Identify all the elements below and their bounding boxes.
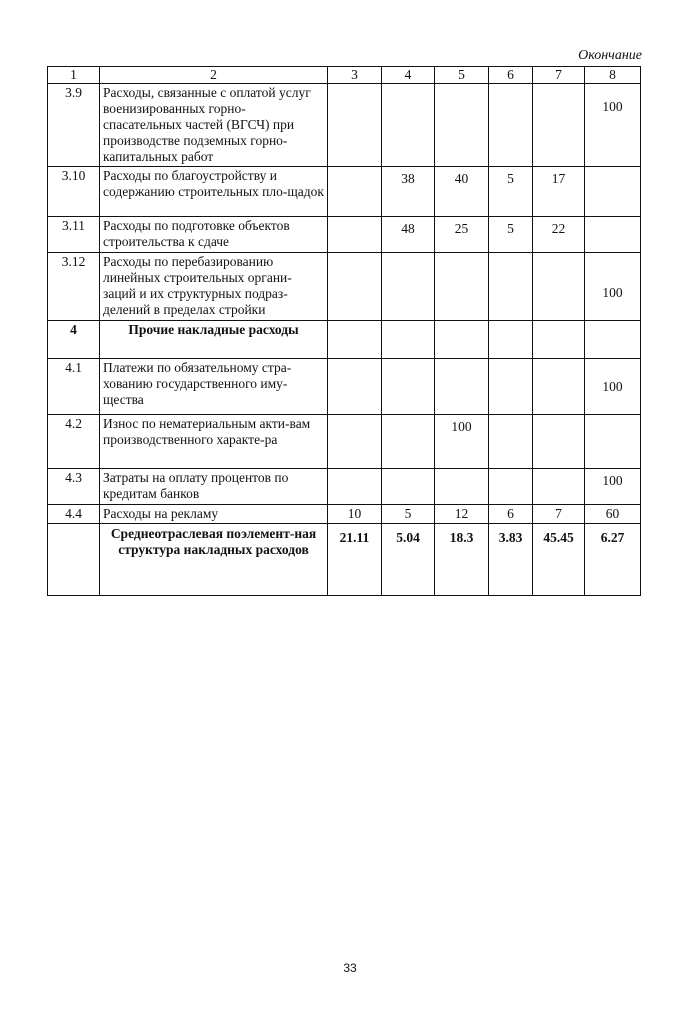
section-number: 4 xyxy=(48,321,100,359)
cell-col3 xyxy=(328,359,382,415)
cell-col4 xyxy=(382,415,435,469)
row-description: Расходы по благоустройству и содержанию строительных пло-щадок xyxy=(100,167,328,217)
cell-col6 xyxy=(489,84,533,167)
cell-col8: 100 xyxy=(585,253,641,321)
section-title: Прочие накладные расходы xyxy=(100,321,328,359)
cell-col5 xyxy=(435,84,489,167)
page-number: 33 xyxy=(343,961,357,975)
header-cell-2: 2 xyxy=(100,67,328,84)
cell-col5: 12 xyxy=(435,505,489,524)
header-cell-7: 7 xyxy=(533,67,585,84)
cell-col6: 5 xyxy=(489,217,533,253)
cell-col5: 40 xyxy=(435,167,489,217)
cell-col4: 5 xyxy=(382,505,435,524)
summary-col8: 6.27 xyxy=(585,524,641,596)
summary-col5: 18.3 xyxy=(435,524,489,596)
row-description: Платежи по обязательному стра-хованию государственного иму-щества xyxy=(100,359,328,415)
cell-col7 xyxy=(533,359,585,415)
row-description: Расходы по перебазированию линейных строительных органи-заций и их структурных подраз-делений в пределах стройки xyxy=(100,253,328,321)
cell-col3 xyxy=(328,167,382,217)
summary-col7: 45.45 xyxy=(533,524,585,596)
continuation-caption: Окончание xyxy=(578,48,642,63)
table-row xyxy=(48,167,641,217)
table-row xyxy=(48,84,641,167)
overhead-structure-table xyxy=(47,66,641,596)
row-description: Износ по нематериальным акти-вам производственного характе-ра xyxy=(100,415,328,469)
cell-col4 xyxy=(382,469,435,505)
cell-col7 xyxy=(533,321,585,359)
cell-col3 xyxy=(328,469,382,505)
cell-col3 xyxy=(328,253,382,321)
cell-col6: 5 xyxy=(489,167,533,217)
header-cell-5: 5 xyxy=(435,67,489,84)
cell-col8: 100 xyxy=(585,359,641,415)
cell-col5: 25 xyxy=(435,217,489,253)
cell-col7 xyxy=(533,253,585,321)
cell-col1 xyxy=(48,524,100,596)
summary-row xyxy=(48,524,641,596)
cell-col3 xyxy=(328,321,382,359)
table-row xyxy=(48,469,641,505)
cell-col8 xyxy=(585,217,641,253)
cell-col3 xyxy=(328,217,382,253)
row-description: Расходы, связанные с оплатой услуг военизированных горно-спасательных частей (ВГСЧ) при производстве подземных горно-капитальных работ xyxy=(100,84,328,167)
cell-col4: 38 xyxy=(382,167,435,217)
header-cell-6: 6 xyxy=(489,67,533,84)
summary-col3: 21.11 xyxy=(328,524,382,596)
cell-col8 xyxy=(585,415,641,469)
table-row xyxy=(48,253,641,321)
cell-col7 xyxy=(533,415,585,469)
cell-col6 xyxy=(489,469,533,505)
section-row xyxy=(48,321,641,359)
cell-col4 xyxy=(382,84,435,167)
table-row xyxy=(48,505,641,524)
row-description: Затраты на оплату процентов по кредитам банков xyxy=(100,469,328,505)
cell-col4 xyxy=(382,253,435,321)
cell-col6 xyxy=(489,415,533,469)
cell-col5 xyxy=(435,253,489,321)
cell-col5 xyxy=(435,359,489,415)
row-number: 4.3 xyxy=(48,469,100,505)
cell-col6 xyxy=(489,321,533,359)
cell-col7 xyxy=(533,469,585,505)
cell-col8: 60 xyxy=(585,505,641,524)
row-description: Расходы по подготовке объектов строительства к сдаче xyxy=(100,217,328,253)
row-number: 4.1 xyxy=(48,359,100,415)
cell-col4 xyxy=(382,359,435,415)
cell-col7: 7 xyxy=(533,505,585,524)
summary-col4: 5.04 xyxy=(382,524,435,596)
row-number: 3.10 xyxy=(48,167,100,217)
header-cell-3: 3 xyxy=(328,67,382,84)
cell-col6: 6 xyxy=(489,505,533,524)
cell-col7: 17 xyxy=(533,167,585,217)
row-number: 4.4 xyxy=(48,505,100,524)
cell-col5 xyxy=(435,321,489,359)
row-number: 3.12 xyxy=(48,253,100,321)
header-cell-8: 8 xyxy=(585,67,641,84)
cell-col4 xyxy=(382,321,435,359)
cell-col7 xyxy=(533,84,585,167)
table-row xyxy=(48,359,641,415)
row-number: 3.9 xyxy=(48,84,100,167)
summary-title: Среднеотраслевая поэлемент-ная структура накладных расходов xyxy=(100,524,328,596)
row-description: Расходы на рекламу xyxy=(100,505,328,524)
header-row xyxy=(48,67,641,84)
cell-col6 xyxy=(489,253,533,321)
cell-col8 xyxy=(585,321,641,359)
row-number: 4.2 xyxy=(48,415,100,469)
row-number: 3.11 xyxy=(48,217,100,253)
cell-col3 xyxy=(328,415,382,469)
table-row xyxy=(48,217,641,253)
summary-col6: 3.83 xyxy=(489,524,533,596)
cell-col8: 100 xyxy=(585,84,641,167)
cell-col8: 100 xyxy=(585,469,641,505)
header-cell-4: 4 xyxy=(382,67,435,84)
cell-col3: 10 xyxy=(328,505,382,524)
cell-col5 xyxy=(435,469,489,505)
cell-col6 xyxy=(489,359,533,415)
cell-col7: 22 xyxy=(533,217,585,253)
cell-col4: 48 xyxy=(382,217,435,253)
cell-col3 xyxy=(328,84,382,167)
table-row xyxy=(48,415,641,469)
header-cell-1: 1 xyxy=(48,67,100,84)
cell-col8 xyxy=(585,167,641,217)
cell-col5: 100 xyxy=(435,415,489,469)
